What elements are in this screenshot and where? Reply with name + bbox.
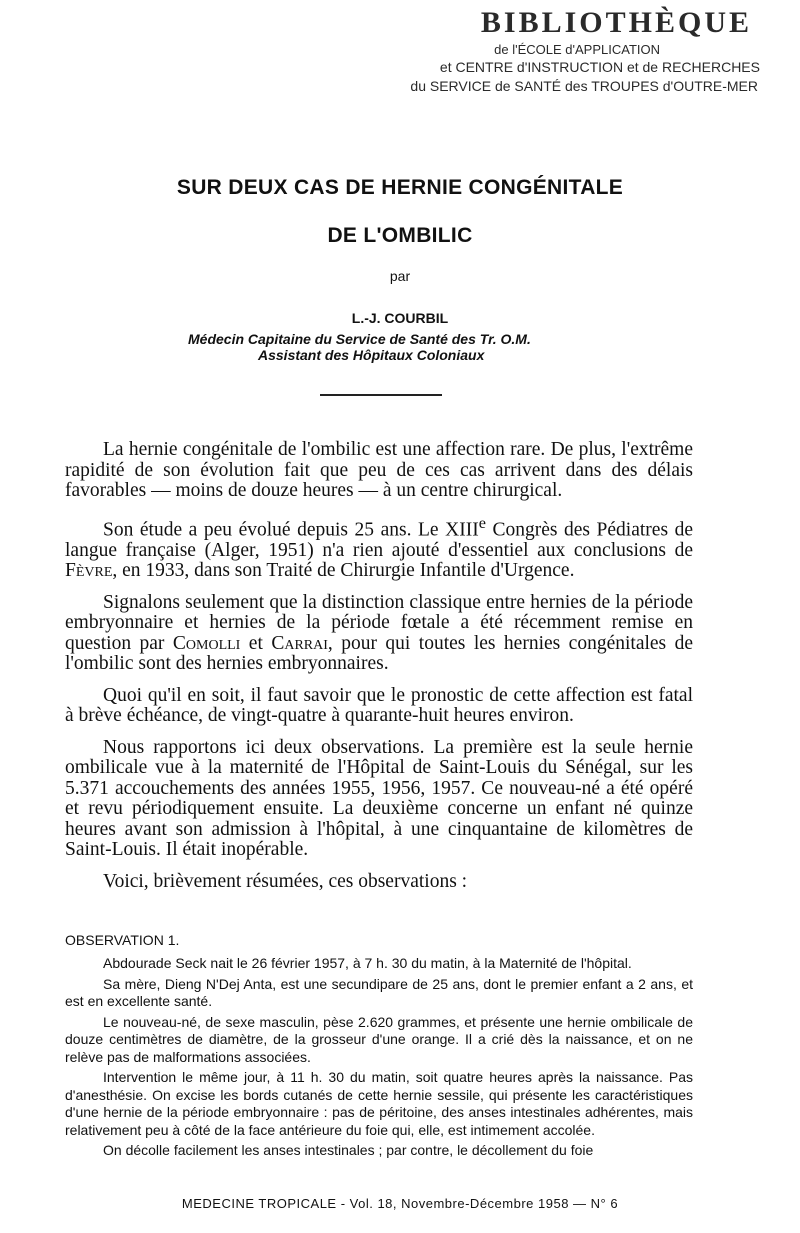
author-name: L.-J. COURBIL (351, 310, 449, 326)
paragraph-2-text-c: , en 1933, dans son Traité de Chirurgie Infantile d'Urgence. (112, 560, 575, 581)
paragraph-5: Nous rapportons ici deux observations. La première est la seule hernie ombilicale vue à la maternité de l'Hôpital de Saint-Louis du Sénégal, sur les 5.371 accouchements des années 1955, 1956, 1957. Ce nouveau-né a été opéré et revu périodiquement ensuite. La deuxième concerne un enfant né quinze heures avant son admission à l'hôpital, à une cinquantaine de kilomètres de Saint-Louis. Il était inopérable. (65, 736, 693, 860)
paragraph-3-text-c: , pour qui toutes les hernies congénitales de l'ombilic sont des hernies embryonnaires. (65, 632, 694, 674)
stamp-line-2: de l'ÉCOLE d'APPLICATION (494, 42, 660, 57)
paragraph-4: Quoi qu'il en soit, il faut savoir que le pronostic de cette affection est fatal à brève échéance, de vingt-quatre à quarante-huit heures environ. (65, 684, 693, 726)
journal-footer: MEDECINE TROPICALE - Vol. 18, Novembre-Décembre 1958 — N° 6 (181, 1196, 619, 1211)
article-title-line-1: SUR DEUX CAS DE HERNIE CONGÉNITALE (176, 176, 624, 199)
paragraph-6: Voici, brièvement résumées, ces observations : (103, 870, 468, 892)
author-affiliation-2: Assistant des Hôpitaux Coloniaux (258, 347, 485, 363)
stamp-line-1: BIBLIOTHÈQUE (480, 6, 752, 39)
ordinal-superscript: e (478, 513, 486, 532)
article-body (65, 440, 693, 903)
author-citation-carrai: Carrai (271, 632, 328, 654)
article-title-line-2: DE L'OMBILIC (327, 224, 473, 247)
paragraph-1: La hernie congénitale de l'ombilic est une affection rare. De plus, l'extrême rapidité de son évolution fait que peu de ces cas arrivent dans des délais favorables — moins de douze heures — à un centre chirurgical. (65, 439, 693, 501)
paragraph-2-text-a: Son étude a peu évolué depuis 25 ans. Le XIII (103, 519, 479, 540)
observation-paragraph-5: On décolle facilement les anses intestinales ; par contre, le décollement du foie (103, 1142, 594, 1158)
byline-par: par (389, 268, 411, 284)
paragraph-2 (65, 513, 693, 582)
title-divider (320, 394, 442, 396)
author-affiliation-1: Médecin Capitaine du Service de Santé des Tr. O.M. (188, 331, 531, 347)
library-stamp (360, 6, 780, 94)
observation-heading: OBSERVATION 1. (65, 932, 180, 948)
paragraph-3 (65, 593, 693, 675)
observation-paragraph-3: Le nouveau-né, de sexe masculin, pèse 2.620 grammes, et présente une hernie ombilicale de douze centimètres de diamètre, de la grosseur d'une orange. Il a crié dès la naissance, et on ne relève pas de malformations associées. (65, 1013, 693, 1065)
stamp-line-3: et CENTRE d'INSTRUCTION et de RECHERCHES (439, 59, 760, 75)
observation-paragraph-2: Sa mère, Dieng N'Dej Anta, est une secundipare de 25 ans, dont le premier enfant a 2 ans, et est en excellente santé. (65, 975, 693, 1009)
author-citation-comolli: Comolli (172, 632, 241, 654)
paragraph-2-text-b: Congrès des Pédiatres de langue française (Alger, 1951) n'a rien ajouté d'essentiel aux conclusions de (65, 519, 693, 561)
paragraph-3-text-b: et (240, 632, 272, 654)
observation-paragraph-1: Abdourade Seck nait le 26 février 1957, à 7 h. 30 du matin, à la Maternité de l'hôpital. (103, 955, 632, 971)
stamp-line-4: du SERVICE de SANTÉ des TROUPES d'OUTRE-MER (410, 78, 758, 94)
observation-body (65, 955, 693, 1163)
paragraph-3-text-a: Signalons seulement que la distinction classique entre hernies de la période embryonnaire et hernies de la période fœtale a été récemment remise en question par (65, 591, 693, 654)
observation-paragraph-4: Intervention le même jour, à 11 h. 30 du matin, soit quatre heures après la naissance. Pas d'anesthésie. On excise les bords cutanés de cette hernie sessile, qui présente les caractéristiques d'une hernie de la période embryonnaire : pas de péritoine, des anses intestinales adhérentes, mais relativement peu à côté de la face antérieure du foie qui, elle, est intimement accolée. (65, 1069, 693, 1138)
author-citation-fevre: Fèvre (65, 560, 113, 581)
